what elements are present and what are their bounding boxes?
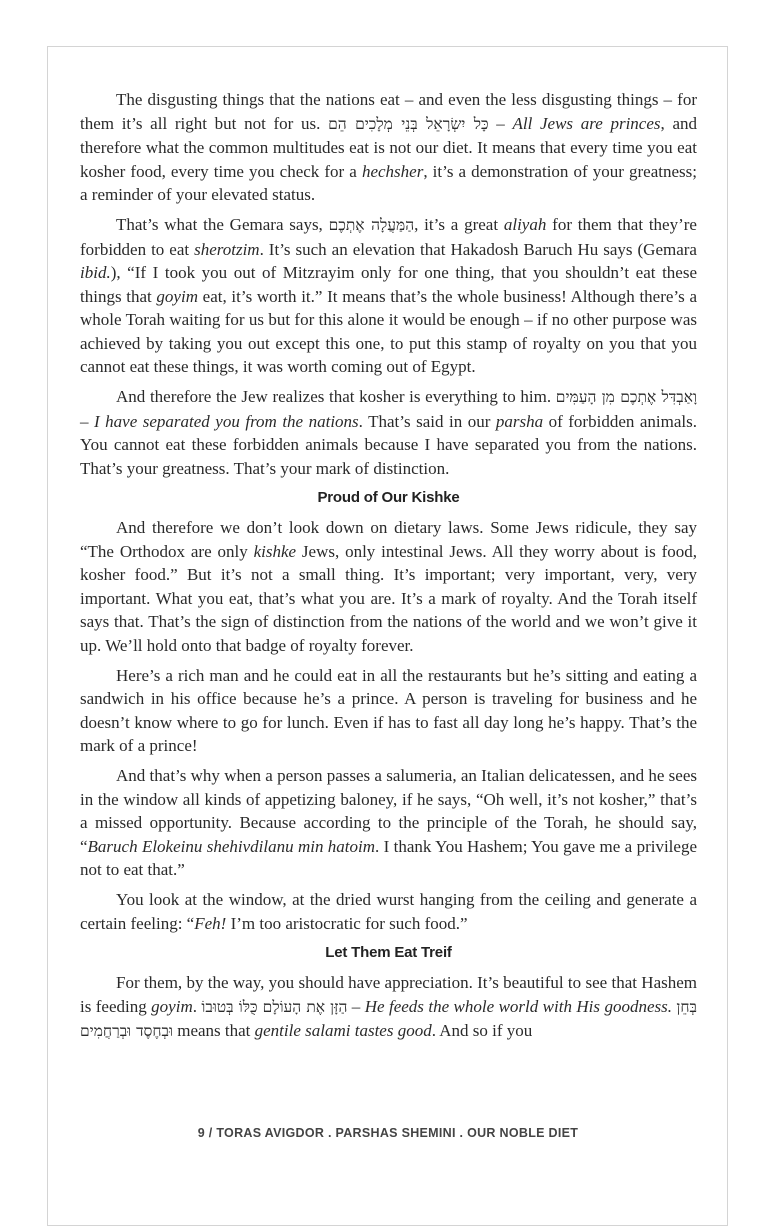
paragraph: [80, 88, 697, 207]
italic-text: goyim: [156, 286, 198, 306]
italic-text: kishke: [253, 541, 297, 561]
text-run: Here’s a rich man and he could eat in all the restaurants but he’s sitting and eating a sandwich in his office because he’s a prince. A person is traveling for business and he doesn’t know where to go for lunch. Even if has to fast all day long he’s happy. That’s the mark of a prince!: [80, 665, 697, 755]
text-run: –: [488, 113, 513, 133]
text-run: And therefore we don’t look down on dietary laws. Some Jews ridicule, they say “The Orthodox are only: [80, 518, 697, 561]
text-run: –: [80, 411, 94, 431]
hebrew-quote: הַמַּעֲלָה אֶתְכֶם: [328, 216, 415, 234]
paragraph: [80, 888, 697, 935]
text-run: of forbidden animals. You cannot eat these forbidden animals because I have separated you from the nations. That’s your greatness. That’s your mark of distinction.: [80, 411, 697, 478]
text-run: You look at the window, at the dried wurst hanging from the ceiling and generate a certain feeling: “: [80, 890, 697, 933]
text-run: , and therefore what the common multitudes eat is not our diet. It means that every time you eat kosher food, every time you check for a: [80, 113, 698, 181]
page-footer: 9 / TORAS AVIGDOR . PARSHAS SHEMINI . OUR NOBLE DIET: [197, 1126, 579, 1140]
italic-text: goyim: [151, 996, 193, 1016]
paragraph: [80, 664, 697, 758]
text-run: . It’s such an elevation that Hakadosh Baruch Hu says (Gemara: [259, 239, 697, 259]
text-run: means that: [172, 1021, 255, 1040]
italic-text: All Jews are princes: [512, 113, 661, 133]
text-run: for them that they’re forbidden to eat: [80, 215, 697, 259]
italic-text: Feh!: [194, 913, 227, 933]
text-run: And therefore the Jew realizes that kosher is everything to him.: [116, 387, 556, 406]
text-run: For them, by the way, you should have appreciation. It’s beautiful to see that Hashem is feeding: [80, 973, 697, 1016]
text-run: eat, it’s worth it.” It means that’s the whole business! Although there’s a whole Torah waiting for us but for this alone it would be enough – if no other purpose was achieved by taking you out except this one, to put this stamp of royalty on you that you cannot eat these things, it was worth coming out of Egypt.: [80, 286, 697, 376]
text-run: . That’s said in our: [358, 411, 496, 431]
italic-text: gentile salami tastes good: [254, 1021, 432, 1040]
hebrew-quote: בְּחֵן וּבְחֶסֶד וּבְרַחֲמִים: [80, 997, 697, 1040]
italic-text: ibid.: [80, 263, 111, 282]
text-run: Proud of Our Kishke: [317, 489, 460, 506]
italic-text: sherotzim: [194, 239, 260, 259]
text-run: And that’s why when a person passes a salumeria, an Italian delicatessen, and he sees in the window all kinds of appetizing baloney, if he says, “Oh well, it’s not kosher,” that’s a missed opportunity. Because according to the principle of the Torah, he should say, “: [80, 766, 697, 856]
text-run: –: [347, 996, 365, 1016]
paragraph: [80, 213, 697, 379]
text-run: The disgusting things that the nations eat – and even the less disgusting things – for them it’s all right but not for us.: [80, 90, 697, 133]
text-run: , it’s a great: [414, 215, 504, 234]
italic-text: parsha: [495, 411, 544, 431]
text-run: That’s what the Gemara says,: [116, 215, 329, 234]
text-run: ), “If I took you out of Mitzrayim only for one thing, that you shouldn’t eat these things that: [80, 263, 697, 306]
text-run: , it’s a demonstration of your greatness; a reminder of your elevated status.: [80, 161, 697, 204]
paragraph: [80, 516, 697, 657]
italic-text: Baruch Elokeinu shehivdilanu min hatoim: [87, 836, 376, 856]
text-run: Jews, only intestinal Jews. All they worry about is food, kosher food.” But it’s not a small thing. It’s important; very important, very, very important. What you eat, that’s what you are. It’s a mark of royalty. And the Torah itself says that. That’s the sign of distinction from the nations of the world and we won’t give it up. We’ll hold onto that badge of royalty forever.: [80, 541, 697, 655]
italic-text: hechsher: [361, 161, 424, 181]
section-heading: [80, 943, 697, 963]
hebrew-quote: כָּל יִשְׂרָאֵל בְּנֵי מְלָכִים הֵם: [328, 114, 489, 133]
italic-text: He feeds the whole world with His goodness.: [364, 996, 672, 1016]
italic-text: I have separated you from the nations: [94, 411, 359, 431]
text-run: I’m too aristocratic for such food.”: [226, 913, 468, 933]
text-run: Let Them Eat Treif: [325, 944, 452, 961]
hebrew-quote: וָאַבְדִּל אֶתְכֶם מִן הָעַמִּים: [555, 388, 697, 406]
text-run: . And so if you: [431, 1021, 533, 1040]
text-run: .: [192, 996, 202, 1016]
section-heading: [80, 488, 697, 508]
italic-text: aliyah: [503, 215, 547, 234]
text-run: . I thank You Hashem; You gave me a privilege not to eat that.”: [80, 836, 697, 879]
hebrew-quote: הַזָּן אֶת הָעוֹלָם כֻּלּוֹ בְּטוּבוֹ: [201, 997, 348, 1016]
paragraph: [80, 971, 697, 1044]
paragraph: [80, 764, 697, 882]
page-body: [80, 88, 697, 1050]
paragraph: [80, 385, 697, 480]
